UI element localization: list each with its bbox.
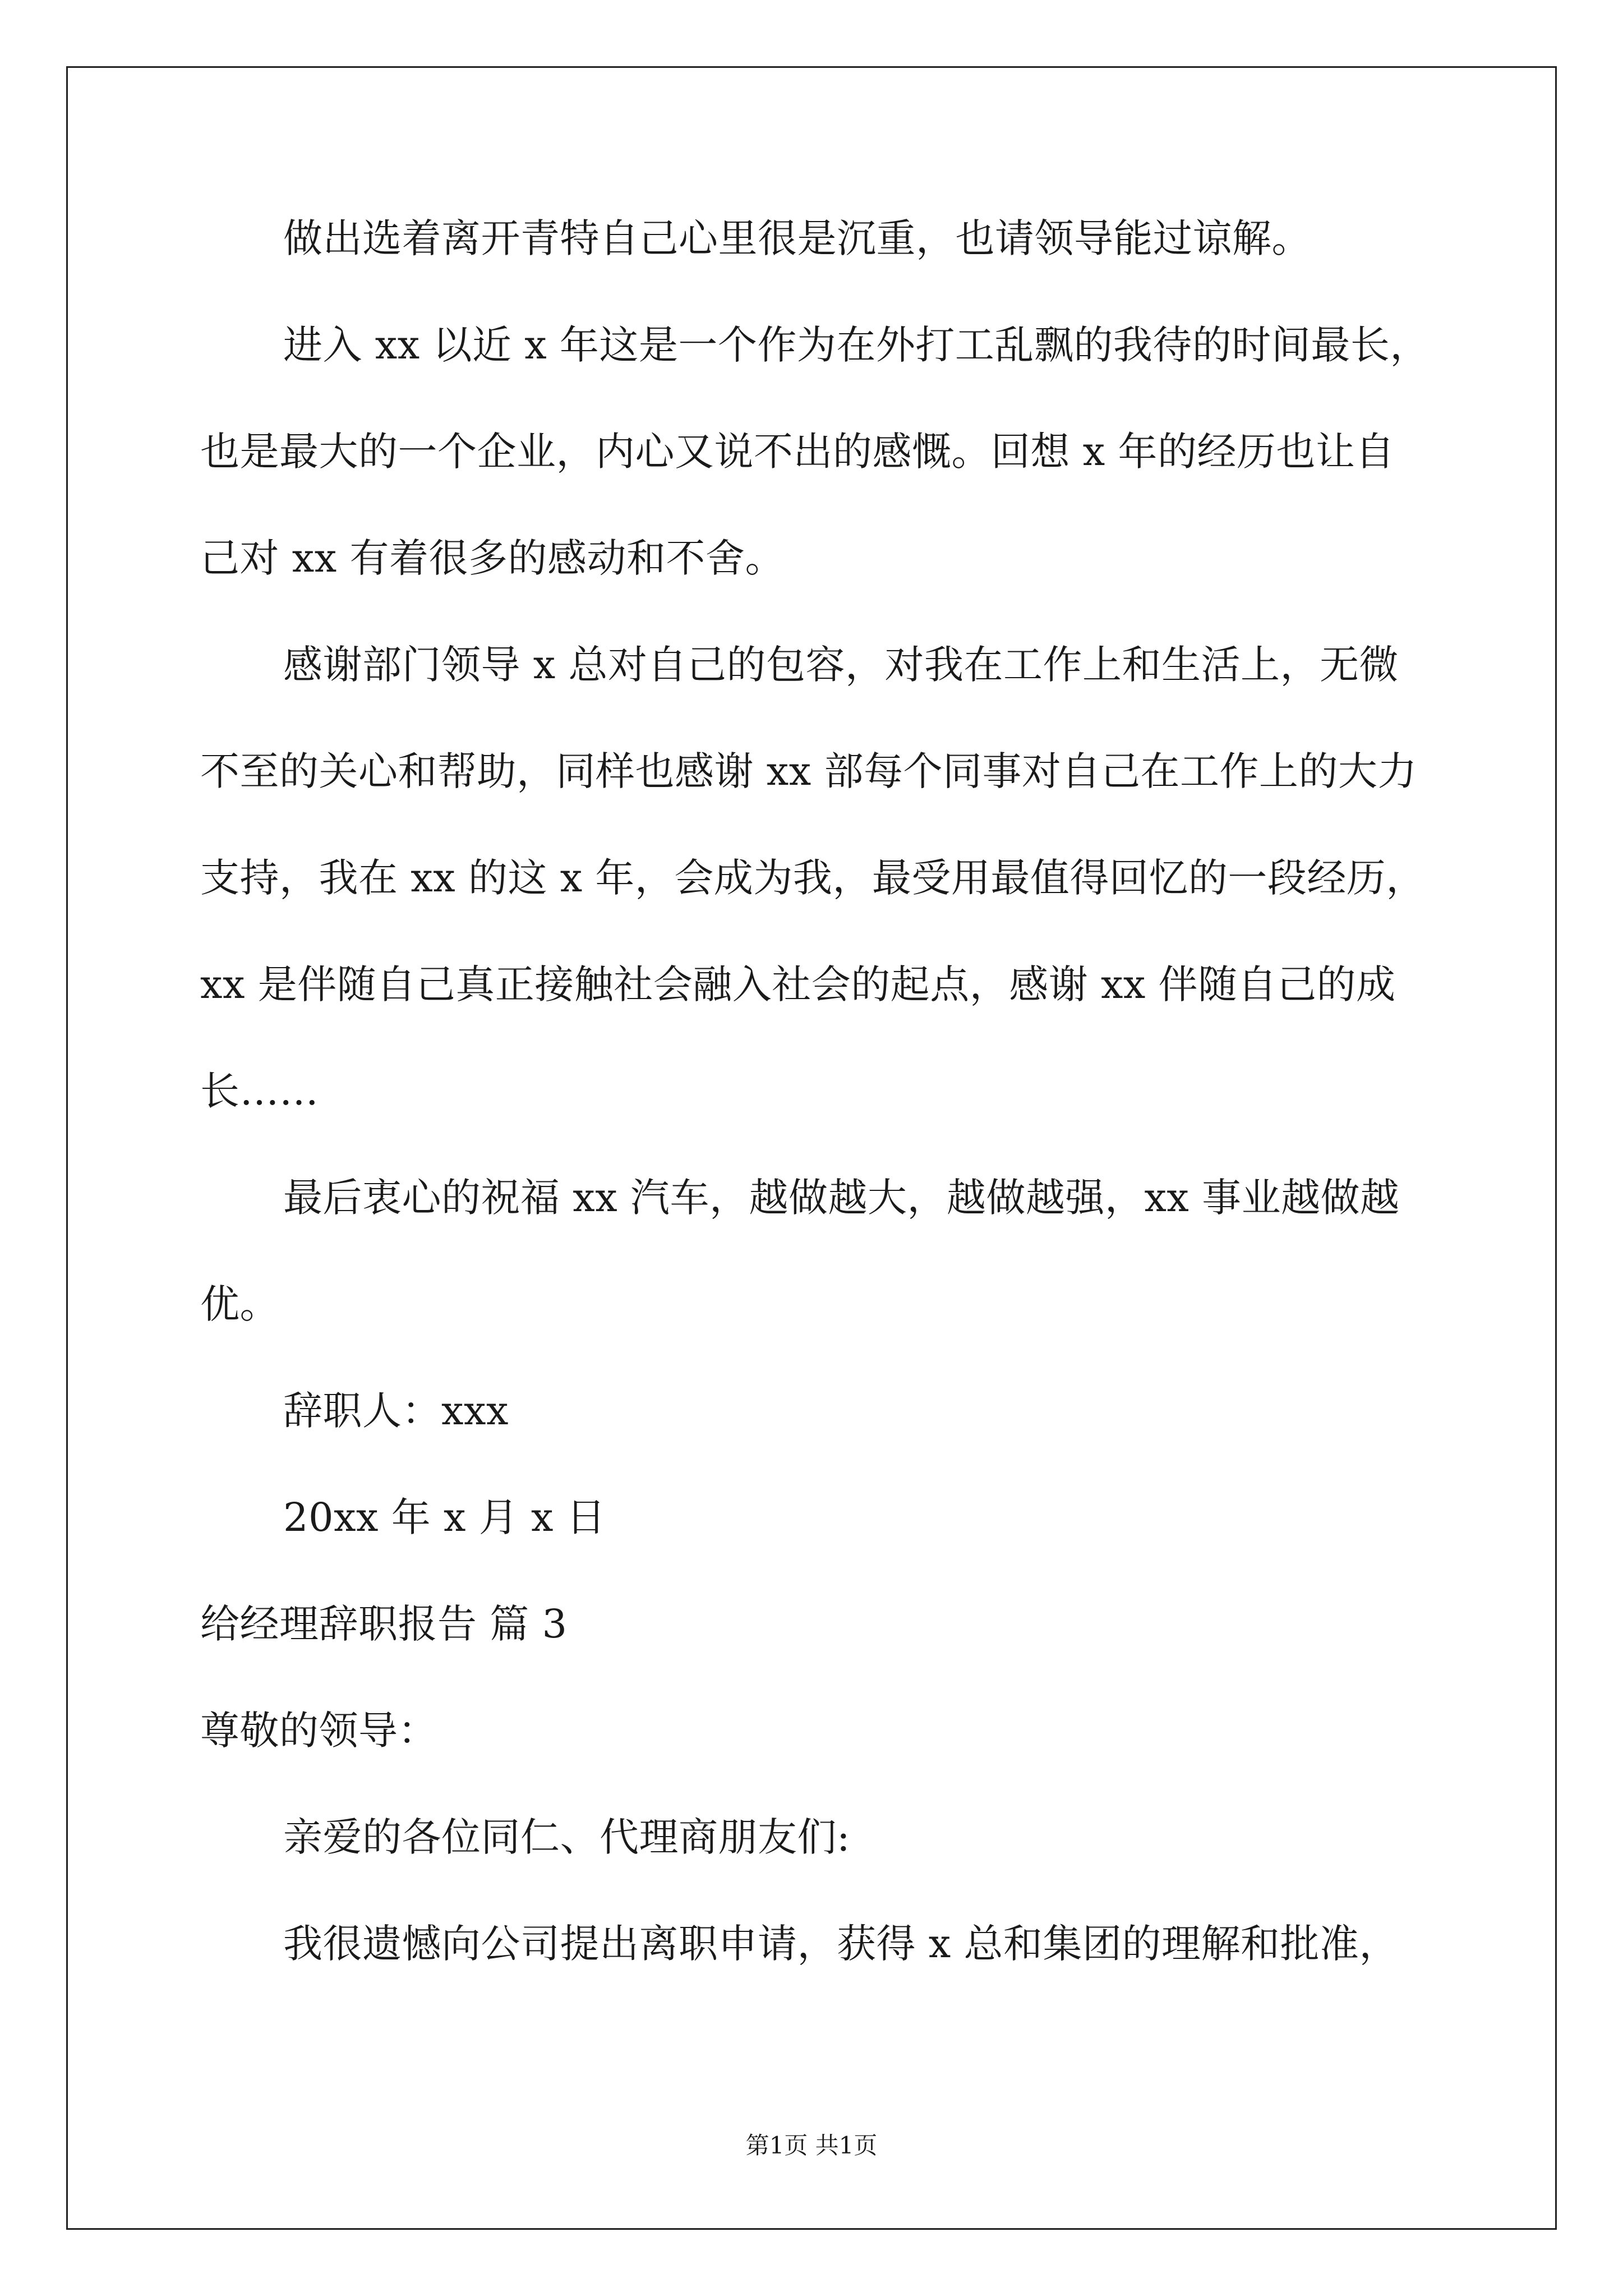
text-line: 进入 xx 以近 x 年这是一个作为在外打工乱飘的我待的时间最长， (283, 322, 1430, 368)
text-line: 我很遗憾向公司提出离职申请，获得 x 总和集团的理解和批准， (283, 1921, 1399, 1967)
section-heading: 给经理辞职报告 篇 3 (200, 1601, 568, 1647)
signature-line: 辞职人：xxx (283, 1388, 509, 1434)
text-line: 做出选着离开青特自己心里很是沉重，也请领导能过谅解。 (283, 215, 1311, 261)
greeting: 亲爱的各位同仁、代理商朋友们: (283, 1814, 851, 1860)
text-line: 支持，我在 xx 的这 x 年，会成为我，最受用最值得回忆的一段经历， (200, 855, 1426, 901)
page-footer: 第1页 共1页 (745, 2132, 878, 2159)
text-line: 也是最大的一个企业，内心又说不出的感慨。回想 x 年的经历也让自 (200, 429, 1395, 475)
text-line: 感谢部门领导 x 总对自己的包容，对我在工作上和生活上，无微 (283, 642, 1399, 688)
text-line: 最后衷心的祝福 xx 汽车，越做越大，越做越强，xx 事业越做越 (283, 1175, 1400, 1221)
text-line: 优。 (200, 1281, 279, 1327)
text-line: 不至的关心和帮助，同样也感谢 xx 部每个同事对自己在工作上的大力 (200, 748, 1417, 794)
salutation: 尊敬的领导： (200, 1708, 437, 1754)
date-line: 20xx 年 x 月 x 日 (283, 1494, 606, 1540)
page-border (66, 66, 1557, 2230)
text-line: 己对 xx 有着很多的感动和不舍。 (200, 535, 785, 581)
text-line: 长…… (200, 1068, 319, 1114)
text-line: xx 是伴随自己真正接触社会融入社会的起点，感谢 xx 伴随自己的成 (200, 961, 1396, 1007)
